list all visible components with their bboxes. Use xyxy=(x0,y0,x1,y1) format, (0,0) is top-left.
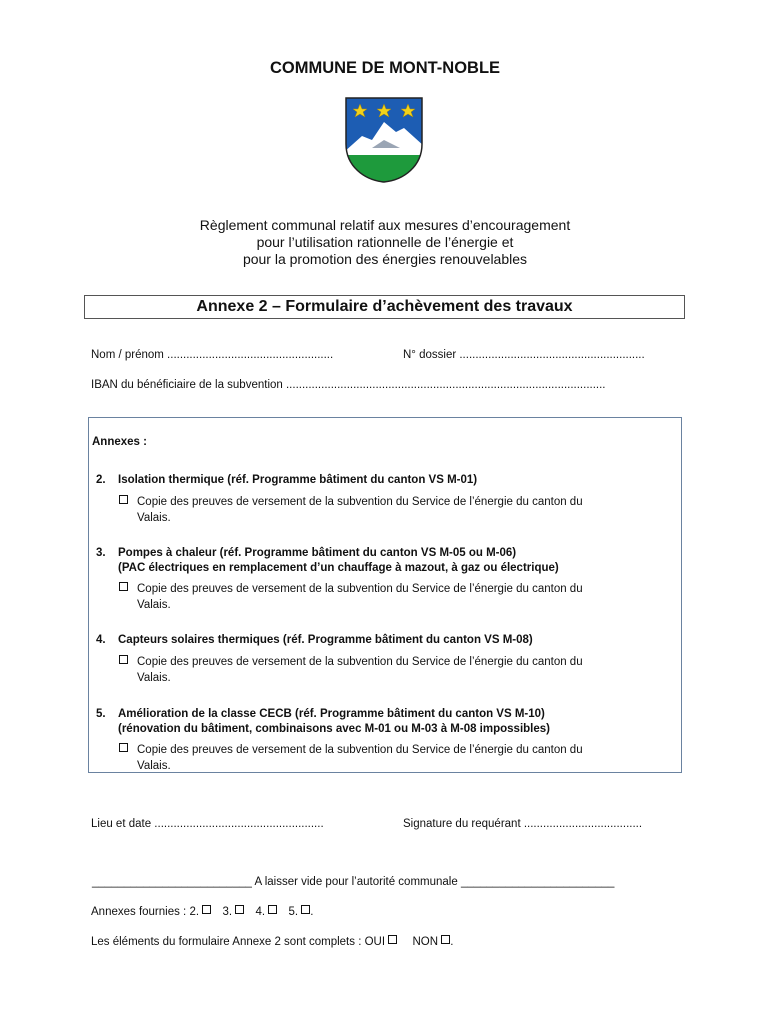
opt-4: 4. xyxy=(255,906,266,918)
section-2 xyxy=(96,473,477,488)
checkbox[interactable] xyxy=(119,743,128,752)
reglement-line-1: Règlement communal relatif aux mesures d’encouragement xyxy=(199,217,571,233)
checkbox[interactable] xyxy=(268,905,277,914)
checkbox[interactable] xyxy=(301,905,310,914)
section-number: 3. xyxy=(96,547,106,559)
checkbox[interactable] xyxy=(119,582,128,591)
non-label: NON xyxy=(412,936,439,948)
complets-line: Les éléments du formulaire Annexe 2 sont complets : OUI NON . xyxy=(91,936,454,948)
complets-label: Les éléments du formulaire Annexe 2 sont complets : OUI xyxy=(91,936,386,948)
annexe-heading: Annexe 2 – Formulaire d’achèvement des travaux xyxy=(84,295,685,319)
section-4 xyxy=(96,633,533,648)
section-heading: Isolation thermique (réf. Programme bâtiment du canton VS M-01) xyxy=(118,474,478,486)
dossier-field[interactable]: N° dossier .......................................................... xyxy=(403,349,645,361)
nom-prenom-field[interactable]: Nom / prénom .................................................... xyxy=(91,349,334,361)
item-text-cont: Valais. xyxy=(137,759,171,772)
reglement-line-3: pour la promotion des énergies renouvelables xyxy=(242,251,528,267)
section-number: 4. xyxy=(96,634,106,646)
authority-line xyxy=(92,876,614,888)
iban-field[interactable]: IBAN du bénéficiaire de la subvention .................................................................................................... xyxy=(91,379,606,391)
reglement-title xyxy=(0,217,770,268)
item-text: Copie des preuves de versement de la subvention du Service de l’énergie du canton du xyxy=(137,496,583,508)
annexes-fournies-label: Annexes fournies : xyxy=(91,906,187,918)
lieu-date-field[interactable]: Lieu et date ..................................................... xyxy=(91,818,324,830)
signature-field[interactable]: Signature du requérant ..................................... xyxy=(403,818,643,830)
annexe-item-4[interactable] xyxy=(119,655,649,686)
checkbox[interactable] xyxy=(235,905,244,914)
section-subheading: (PAC électriques en remplacement d’un chauffage à mazout, à gaz ou électrique) xyxy=(118,562,559,574)
annexes-title: Annexes : xyxy=(92,436,147,448)
section-heading: Amélioration de la classe CECB (réf. Programme bâtiment du canton VS M-10) xyxy=(118,708,545,720)
section-heading: Capteurs solaires thermiques (réf. Programme bâtiment du canton VS M-08) xyxy=(118,634,533,646)
section-5 xyxy=(96,707,550,737)
item-text-cont: Valais. xyxy=(137,671,171,684)
checkbox[interactable] xyxy=(202,905,211,914)
authority-label: A laisser vide pour l’autorité communale xyxy=(254,876,458,888)
item-text: Copie des preuves de versement de la subvention du Service de l’énergie du canton du xyxy=(137,656,583,668)
item-text-cont: Valais. xyxy=(137,511,171,524)
section-number: 5. xyxy=(96,708,106,720)
item-text-cont: Valais. xyxy=(137,598,171,611)
page-title: COMMUNE DE MONT-NOBLE xyxy=(269,59,501,77)
annexe-item-2[interactable] xyxy=(119,495,649,526)
commune-crest-icon xyxy=(344,96,424,184)
authority-line-left: _________________________ xyxy=(92,876,252,888)
annexes-fournies: Annexes fournies : 2. 3. 4. 5. . xyxy=(91,906,314,918)
section-number: 2. xyxy=(96,474,106,486)
opt-5: 5. xyxy=(288,906,299,918)
checkbox[interactable] xyxy=(119,655,128,664)
authority-line-right: ________________________ xyxy=(460,876,615,888)
section-heading: Pompes à chaleur (réf. Programme bâtiment du canton VS M-05 ou M-06) xyxy=(118,547,517,559)
oui-checkbox[interactable] xyxy=(388,935,397,944)
checkbox[interactable] xyxy=(119,495,128,504)
opt-2: 2. xyxy=(189,906,200,918)
opt-3: 3. xyxy=(222,906,233,918)
item-text: Copie des preuves de versement de la subvention du Service de l’énergie du canton du xyxy=(137,583,583,595)
section-3 xyxy=(96,546,559,576)
reglement-line-2: pour l’utilisation rationnelle de l’énergie et xyxy=(256,234,514,250)
non-checkbox[interactable] xyxy=(441,935,450,944)
annexe-item-3[interactable] xyxy=(119,582,649,613)
section-subheading: (rénovation du bâtiment, combinaisons avec M-01 ou M-03 à M-08 impossibles) xyxy=(118,723,550,735)
item-text: Copie des preuves de versement de la subvention du Service de l’énergie du canton du xyxy=(137,744,583,756)
annexe-item-5[interactable] xyxy=(119,743,649,774)
